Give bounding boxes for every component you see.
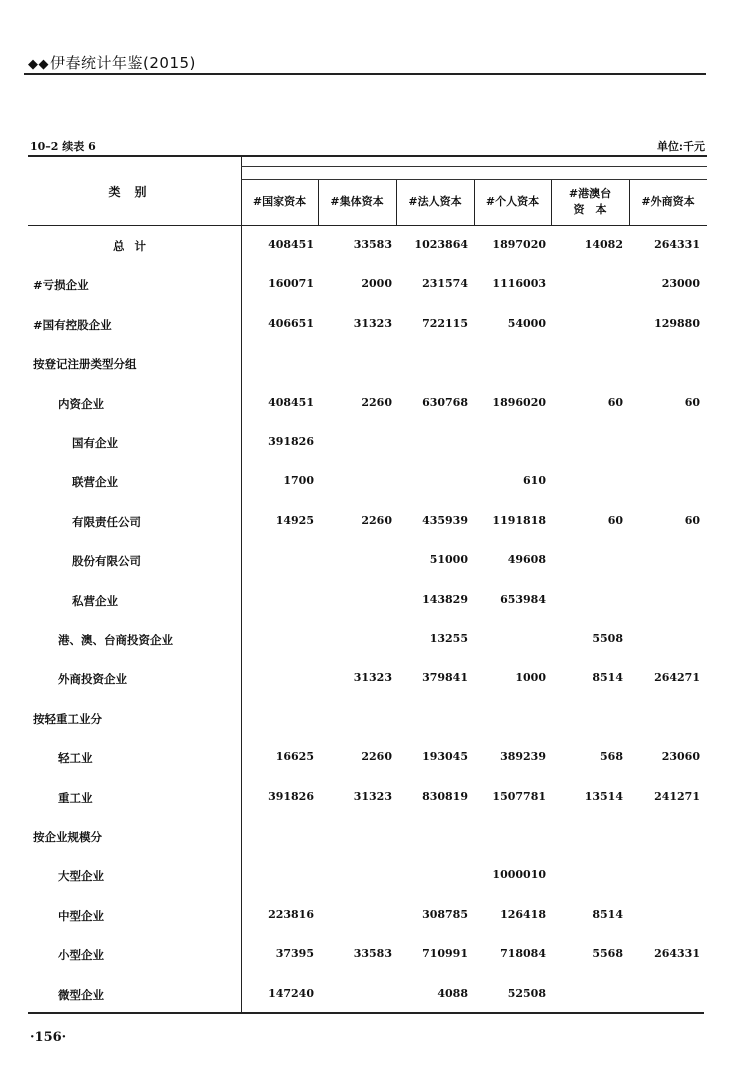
table-row	[0, 512, 731, 532]
table-row	[0, 591, 731, 611]
table-cell: 8514	[592, 907, 623, 921]
table-cell: 31323	[353, 789, 392, 803]
table-cell: 223816	[268, 907, 314, 921]
table-cell: 435939	[422, 513, 468, 527]
diamond-icon: ◆◆	[28, 57, 49, 72]
table-cell: 160071	[268, 277, 314, 291]
table-cell: 710991	[422, 947, 468, 961]
table-cell: 49608	[507, 553, 546, 567]
table-cell: 718084	[500, 947, 546, 961]
column-header: #集体资本	[330, 195, 384, 208]
table-cell: 60	[607, 513, 623, 527]
row-label: 国有企业	[72, 436, 118, 450]
row-label: 有限责任公司	[72, 514, 141, 529]
table-cell: 13514	[584, 789, 623, 803]
table-row	[0, 985, 731, 1005]
table-cell: 264271	[654, 671, 700, 685]
table-cell: 31323	[353, 316, 392, 330]
table-cell: 389239	[500, 750, 546, 764]
row-label: 联营企业	[72, 475, 118, 490]
table-cell: 1700	[283, 474, 314, 488]
table-cell: 264331	[654, 238, 700, 251]
table-cell: 1191818	[492, 513, 546, 527]
column-header: #个人资本	[485, 195, 540, 208]
table-row	[0, 866, 731, 886]
row-label: 外商投资企业	[58, 672, 127, 687]
table-cell: 13255	[429, 632, 468, 645]
table-cell: 51000	[429, 553, 468, 567]
page-number: ·156·	[30, 1030, 67, 1045]
table-row	[0, 472, 731, 492]
table-cell: 37395	[275, 947, 314, 961]
table-cell: 391826	[268, 435, 314, 448]
table-cell: 308785	[422, 907, 468, 921]
table-cell: 60	[684, 395, 700, 409]
row-label: #国有控股企业	[33, 317, 112, 332]
table-cell: 14925	[275, 513, 314, 527]
table-row	[0, 709, 731, 729]
table-row	[0, 551, 731, 571]
table-cell: 8514	[592, 671, 623, 685]
table-cell: 193045	[422, 750, 468, 764]
table-row	[0, 236, 731, 256]
table-row	[0, 748, 731, 768]
table-cell: 60	[607, 395, 623, 409]
table-cell: 630768	[422, 395, 468, 409]
table-cell: 408451	[268, 238, 314, 251]
table-cell: 16625	[275, 750, 314, 764]
table-cell: 4088	[437, 986, 468, 1000]
table-row	[0, 945, 731, 965]
row-label: 港、澳、台商投资企业	[58, 633, 173, 647]
row-label: 重工业	[58, 790, 93, 805]
row-label: 股份有限公司	[72, 554, 141, 569]
unit-label: 单位:千元	[656, 140, 705, 153]
table-cell: 406651	[268, 316, 314, 330]
row-label: 小型企业	[58, 948, 104, 963]
table-cell: 568	[600, 750, 623, 764]
table-cell: 2260	[361, 513, 392, 527]
row-label: 内资企业	[58, 396, 104, 411]
table-cell: 2260	[361, 395, 392, 409]
column-header: #外商资本	[641, 195, 695, 208]
table-cell: 52508	[507, 986, 546, 1000]
table-cell: 1507781	[492, 789, 546, 803]
footer-rule	[28, 1012, 704, 1014]
table-row	[0, 788, 731, 808]
column-header: #国家资本	[252, 195, 307, 208]
header-bottom-rule	[28, 225, 707, 226]
table-cell: 379841	[422, 671, 468, 685]
table-row	[0, 354, 731, 374]
category-header: 类别	[108, 185, 161, 199]
row-label: 按企业规模分	[33, 830, 102, 844]
table-cell: 126418	[500, 907, 546, 921]
row-label: 微型企业	[58, 987, 104, 1002]
header-rule	[24, 73, 706, 75]
table-row	[0, 827, 731, 847]
table-row	[0, 394, 731, 414]
column-header: #港澳台 资 本	[568, 187, 612, 216]
table-cell: 23060	[661, 750, 700, 764]
table-cell: 653984	[500, 592, 546, 606]
table-cell: 1000	[515, 671, 546, 685]
table-number: 10–2 续表 6	[30, 140, 96, 153]
table-cell: 830819	[422, 789, 468, 803]
yearbook-title: 伊春统计年鉴(2015)	[50, 54, 196, 72]
row-label: #亏损企业	[33, 278, 89, 293]
table-row	[0, 275, 731, 295]
row-label: 大型企业	[58, 869, 104, 884]
table-row	[0, 433, 731, 453]
table-cell: 2260	[361, 750, 392, 764]
table-cell: 54000	[507, 316, 546, 330]
row-label: 按轻重工业分	[33, 711, 102, 726]
header-inner-rule-1	[241, 166, 707, 167]
table-cell: 33583	[353, 238, 392, 251]
row-label: 轻工业	[58, 751, 93, 766]
row-label: 中型企业	[58, 908, 104, 923]
table-cell: 241271	[654, 789, 700, 803]
table-cell: 610	[523, 474, 546, 488]
table-cell: 2000	[361, 277, 392, 291]
table-top-rule	[28, 155, 707, 157]
table-cell: 231574	[422, 277, 468, 291]
table-row	[0, 669, 731, 689]
table-cell: 1023864	[414, 238, 468, 251]
table-cell: 5568	[592, 947, 623, 961]
table-row	[0, 315, 731, 335]
table-cell: 1000010	[492, 868, 546, 882]
column-header: #法人资本	[408, 195, 462, 208]
table-cell: 60	[684, 513, 700, 527]
table-cell: 143829	[422, 592, 468, 606]
table-cell: 1897020	[492, 238, 546, 251]
table-cell: 5508	[592, 632, 623, 645]
row-label: 按登记注册类型分组	[33, 357, 137, 372]
table-cell: 408451	[268, 395, 314, 409]
table-cell: 23000	[661, 277, 700, 291]
table-cell: 31323	[353, 671, 392, 685]
table-row	[0, 630, 731, 650]
running-head	[28, 52, 196, 73]
row-label: 总计	[113, 239, 156, 253]
table-cell: 1116003	[492, 277, 546, 291]
table-row	[0, 906, 731, 926]
table-cell: 722115	[422, 316, 468, 330]
row-label: 私营企业	[72, 593, 118, 608]
table-cell: 147240	[268, 986, 314, 1000]
table-cell: 33583	[353, 947, 392, 961]
table-cell: 14082	[584, 238, 623, 251]
table-cell: 264331	[654, 947, 700, 961]
table-cell: 391826	[268, 789, 314, 803]
table-cell: 1896020	[492, 395, 546, 409]
table-cell: 129880	[654, 316, 700, 330]
